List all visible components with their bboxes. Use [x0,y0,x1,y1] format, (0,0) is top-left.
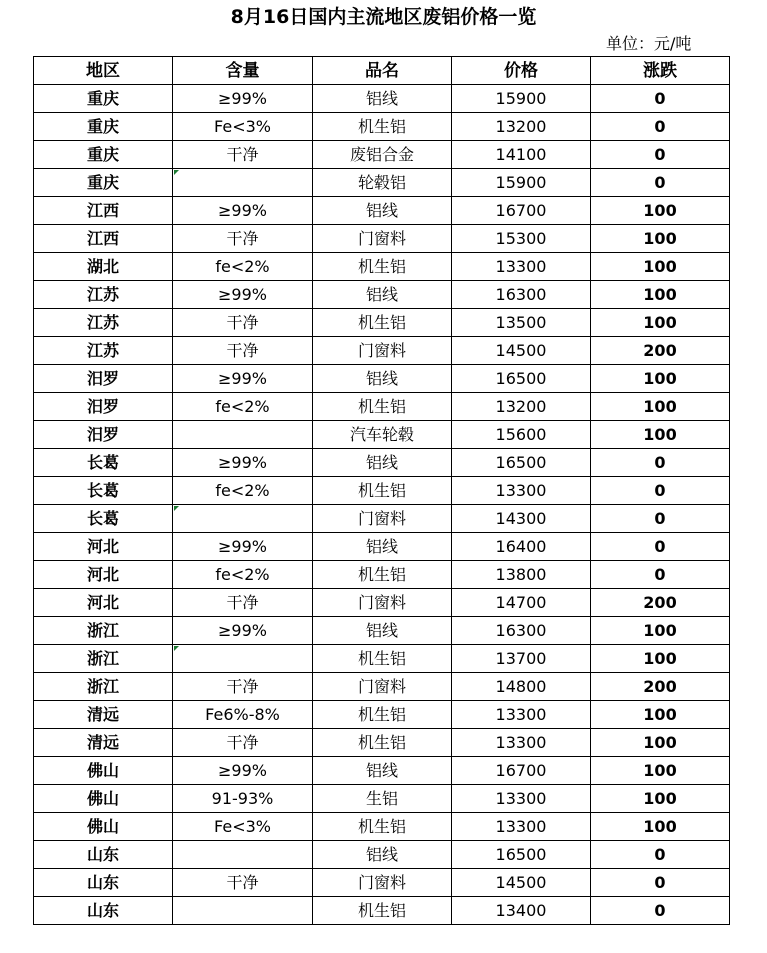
header-change: 涨跌 [591,57,730,85]
table-row [34,421,730,449]
region-cell: 长葛 [34,449,173,477]
price-cell: 16300 [452,281,591,309]
price-cell: 14500 [452,337,591,365]
table-row [34,281,730,309]
product-cell: 机生铝 [313,309,452,337]
table-row [34,253,730,281]
change-cell: 100 [591,757,730,785]
header-region: 地区 [34,57,173,85]
product-cell: 机生铝 [313,561,452,589]
price-cell: 13300 [452,813,591,841]
table-row [34,533,730,561]
change-cell: 100 [591,197,730,225]
content-cell: ≥99% [173,85,313,113]
change-cell: 100 [591,393,730,421]
content-cell: fe<2% [173,561,313,589]
region-cell: 江西 [34,225,173,253]
change-cell: 100 [591,225,730,253]
change-cell: 100 [591,281,730,309]
change-cell: 100 [591,309,730,337]
content-cell [173,841,313,869]
content-cell: ≥99% [173,365,313,393]
table-row [34,589,730,617]
price-cell: 16700 [452,197,591,225]
content-cell [173,169,313,197]
region-cell: 山东 [34,841,173,869]
content-cell: 干净 [173,309,313,337]
table-row [34,645,730,673]
product-cell: 机生铝 [313,813,452,841]
change-cell: 0 [591,449,730,477]
content-cell [173,421,313,449]
content-cell: fe<2% [173,253,313,281]
content-cell: 干净 [173,141,313,169]
product-cell: 铝线 [313,449,452,477]
table-row [34,449,730,477]
content-cell [173,897,313,925]
region-cell: 重庆 [34,169,173,197]
product-cell: 机生铝 [313,701,452,729]
product-cell: 机生铝 [313,729,452,757]
product-cell: 铝线 [313,841,452,869]
table-row [34,225,730,253]
product-cell: 门窗料 [313,337,452,365]
content-cell: ≥99% [173,757,313,785]
price-cell: 15300 [452,225,591,253]
product-cell: 门窗料 [313,225,452,253]
product-cell: 铝线 [313,757,452,785]
change-cell: 100 [591,617,730,645]
table-row [34,309,730,337]
region-cell: 山东 [34,897,173,925]
product-cell: 汽车轮毂 [313,421,452,449]
change-cell: 100 [591,701,730,729]
price-cell: 13500 [452,309,591,337]
table-row [34,841,730,869]
price-cell: 16300 [452,617,591,645]
product-cell: 门窗料 [313,869,452,897]
change-cell: 0 [591,841,730,869]
header-price: 价格 [452,57,591,85]
content-cell [173,645,313,673]
table-row [34,701,730,729]
change-cell: 0 [591,869,730,897]
region-cell: 汨罗 [34,365,173,393]
price-cell: 13300 [452,729,591,757]
price-cell: 14800 [452,673,591,701]
table-row [34,617,730,645]
region-cell: 重庆 [34,85,173,113]
content-cell: ≥99% [173,449,313,477]
price-cell: 16400 [452,533,591,561]
price-cell: 15900 [452,85,591,113]
price-cell: 13400 [452,897,591,925]
price-cell: 15600 [452,421,591,449]
price-cell: 13800 [452,561,591,589]
product-cell: 门窗料 [313,589,452,617]
region-cell: 山东 [34,869,173,897]
price-cell: 13300 [452,253,591,281]
change-cell: 200 [591,337,730,365]
region-cell: 佛山 [34,757,173,785]
table-row [34,85,730,113]
change-cell: 0 [591,561,730,589]
table-row [34,505,730,533]
change-cell: 0 [591,897,730,925]
table-row [34,561,730,589]
table-row [34,785,730,813]
content-cell: fe<2% [173,393,313,421]
change-cell: 0 [591,85,730,113]
product-cell: 轮毂铝 [313,169,452,197]
change-cell: 100 [591,729,730,757]
product-cell: 铝线 [313,85,452,113]
region-cell: 清远 [34,701,173,729]
region-cell: 江西 [34,197,173,225]
region-cell: 浙江 [34,617,173,645]
change-cell: 100 [591,253,730,281]
price-cell: 16500 [452,365,591,393]
product-cell: 机生铝 [313,253,452,281]
change-cell: 0 [591,113,730,141]
content-cell: 干净 [173,337,313,365]
content-cell: Fe<3% [173,113,313,141]
table-row [34,477,730,505]
region-cell: 佛山 [34,785,173,813]
product-cell: 铝线 [313,533,452,561]
table-header-row [34,57,730,85]
region-cell: 长葛 [34,505,173,533]
table-row [34,141,730,169]
header-content: 含量 [173,57,313,85]
content-cell: 干净 [173,589,313,617]
price-cell: 16700 [452,757,591,785]
table-body [34,85,730,925]
product-cell: 机生铝 [313,393,452,421]
content-cell [173,505,313,533]
price-cell: 14300 [452,505,591,533]
content-cell: ≥99% [173,617,313,645]
unit-label: 单位：元/吨 [606,34,692,53]
header-product: 品名 [313,57,452,85]
table-row [34,813,730,841]
region-cell: 佛山 [34,813,173,841]
region-cell: 河北 [34,561,173,589]
region-cell: 江苏 [34,337,173,365]
price-cell: 15900 [452,169,591,197]
region-cell: 长葛 [34,477,173,505]
change-cell: 200 [591,673,730,701]
region-cell: 汨罗 [34,393,173,421]
content-cell: Fe6%-8% [173,701,313,729]
page-title: 8月16日国内主流地区废铝价格一览 [230,6,537,28]
price-cell: 13300 [452,701,591,729]
region-cell: 江苏 [34,281,173,309]
table-row [34,729,730,757]
region-cell: 汨罗 [34,421,173,449]
region-cell: 重庆 [34,141,173,169]
region-cell: 浙江 [34,673,173,701]
price-cell: 14500 [452,869,591,897]
region-cell: 重庆 [34,113,173,141]
table-row [34,673,730,701]
table-row [34,869,730,897]
price-cell: 14700 [452,589,591,617]
product-cell: 铝线 [313,617,452,645]
product-cell: 生铝 [313,785,452,813]
content-cell: 91-93% [173,785,313,813]
change-cell: 0 [591,169,730,197]
change-cell: 0 [591,533,730,561]
change-cell: 0 [591,141,730,169]
price-cell: 13300 [452,785,591,813]
content-cell: 干净 [173,729,313,757]
content-cell: fe<2% [173,477,313,505]
table-row [34,169,730,197]
product-cell: 机生铝 [313,477,452,505]
price-table [33,56,730,925]
table-row [34,197,730,225]
price-cell: 13300 [452,477,591,505]
product-cell: 机生铝 [313,897,452,925]
product-cell: 铝线 [313,197,452,225]
table-row [34,113,730,141]
content-cell: ≥99% [173,281,313,309]
content-cell: 干净 [173,869,313,897]
region-cell: 河北 [34,589,173,617]
table-row [34,365,730,393]
change-cell: 100 [591,645,730,673]
price-cell: 13200 [452,113,591,141]
region-cell: 清远 [34,729,173,757]
change-cell: 100 [591,785,730,813]
change-cell: 100 [591,421,730,449]
content-cell: 干净 [173,225,313,253]
change-cell: 100 [591,813,730,841]
region-cell: 江苏 [34,309,173,337]
table-row [34,393,730,421]
product-cell: 铝线 [313,365,452,393]
product-cell: 废铝合金 [313,141,452,169]
price-cell: 16500 [452,841,591,869]
product-cell: 门窗料 [313,673,452,701]
change-cell: 0 [591,505,730,533]
price-cell: 13700 [452,645,591,673]
change-cell: 100 [591,365,730,393]
product-cell: 铝线 [313,281,452,309]
change-cell: 200 [591,589,730,617]
table-row [34,897,730,925]
product-cell: 机生铝 [313,113,452,141]
price-cell: 13200 [452,393,591,421]
product-cell: 门窗料 [313,505,452,533]
content-cell: ≥99% [173,533,313,561]
content-cell: 干净 [173,673,313,701]
product-cell: 机生铝 [313,645,452,673]
price-cell: 14100 [452,141,591,169]
change-cell: 0 [591,477,730,505]
region-cell: 河北 [34,533,173,561]
table-row [34,757,730,785]
price-cell: 16500 [452,449,591,477]
content-cell: Fe<3% [173,813,313,841]
table-row [34,337,730,365]
region-cell: 浙江 [34,645,173,673]
region-cell: 湖北 [34,253,173,281]
content-cell: ≥99% [173,197,313,225]
